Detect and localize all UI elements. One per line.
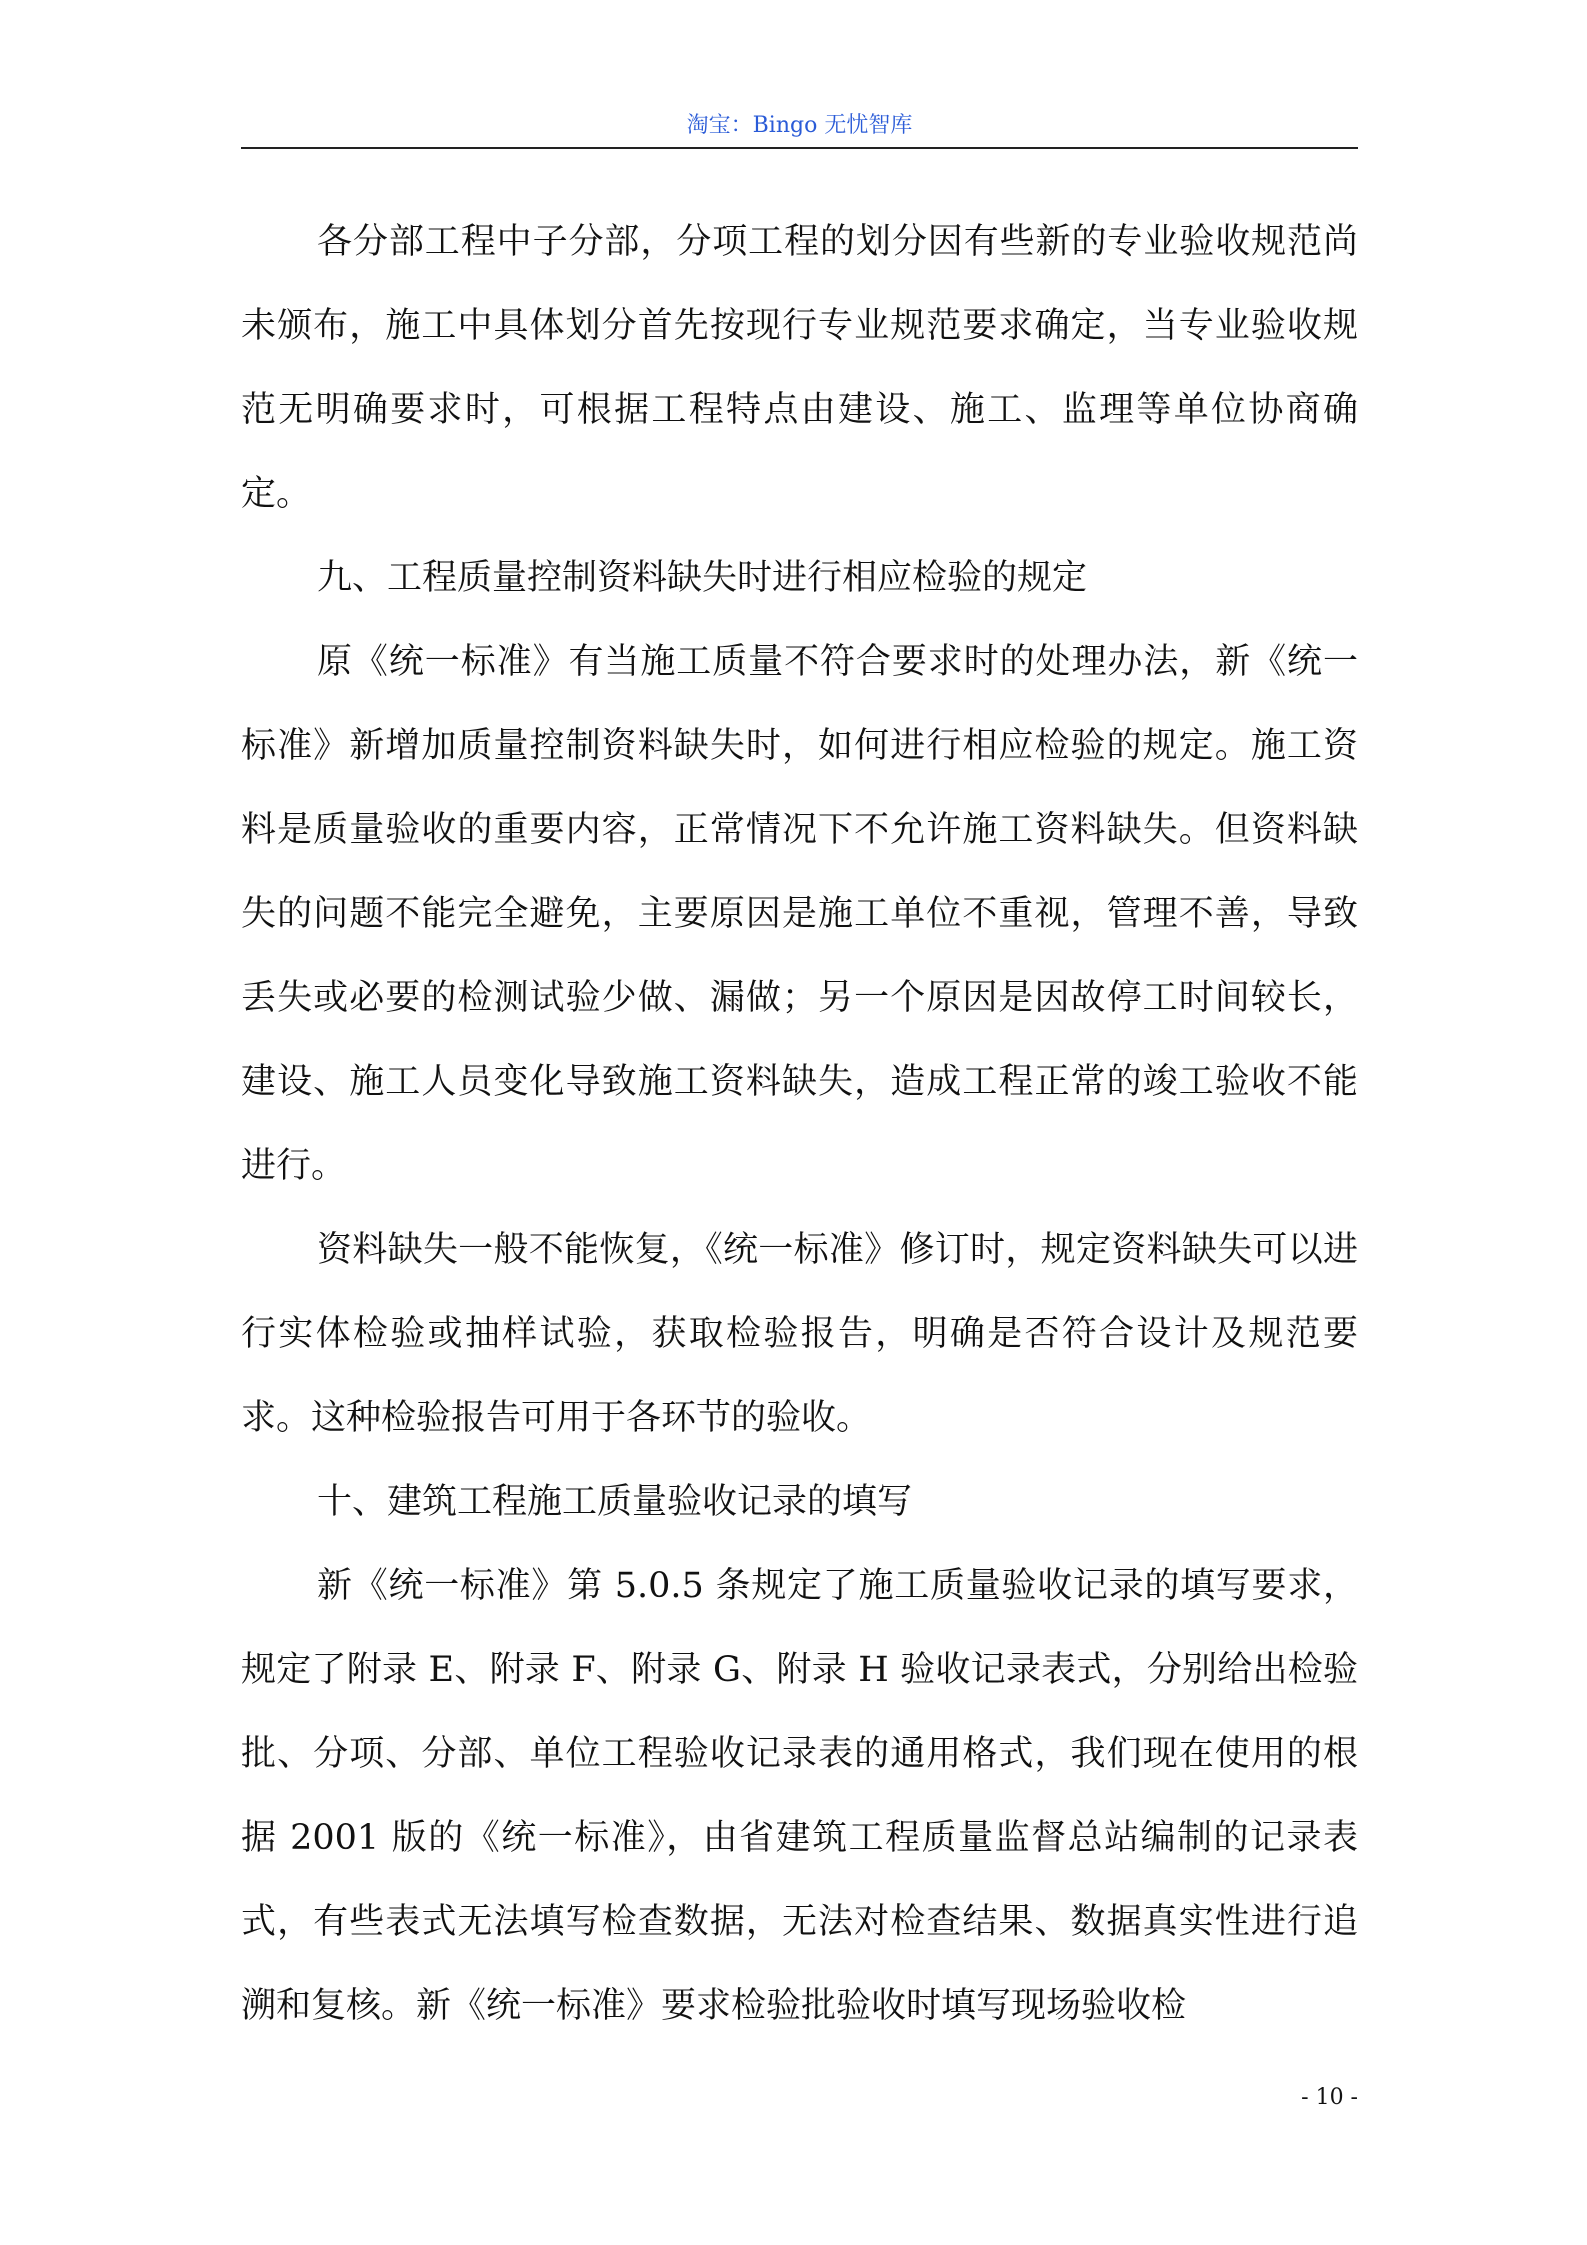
section-heading-ten: 十、建筑工程施工质量验收记录的填写 [317, 1482, 913, 1522]
paragraph-missing-records: 原《统一标准》有当施工质量不符合要求时的处理办法，新《统一标准》新增加质量控制资料缺失时，如何进行相应检验的规定。施工资料是质量验收的重要内容，正常情况下不允许施工资料缺失。但资料缺失的问题不能完全避免，主要原因是施工单位不重视，管理不善，导致丢失或必要的检测试验少做、漏做；另一个原因是因故停工时间较长，建设、施工人员变化导致施工资料缺失，造成工程正常的竣工验收不能进行。 [241, 642, 1358, 1186]
paragraph-record-forms: 新《统一标准》第 5.0.5 条规定了施工质量验收记录的填写要求，规定了附录 E、附录 F、附录 G、附录 H 验收记录表式，分别给出检验批、分项、分部、单位工程验收记录表的通用格式，我们现在使用的根据 2001 版的《统一标准》，由省建筑工程质量监督总站编制的记录表式，有些表式无法填写检查数据，无法对检查结果、数据真实性进行追溯和复核。新《统一标准》要求检验批验收时填写现场验收检 [241, 1566, 1358, 2026]
section-heading-nine: 九、工程质量控制资料缺失时进行相应检验的规定 [317, 558, 1088, 598]
page-header: 淘宝：Bingo 无忧智库 [686, 113, 913, 138]
header-divider [241, 147, 1358, 149]
paragraph-record-recovery: 资料缺失一般不能恢复，《统一标准》修订时，规定资料缺失可以进行实体检验或抽样试验，获取检验报告，明确是否符合设计及规范要求。这种检验报告可用于各环节的验收。 [241, 1230, 1358, 1438]
page-number: - 10 - [1301, 2085, 1358, 2110]
paragraph-subdivision: 各分部工程中子分部，分项工程的划分因有些新的专业验收规范尚未颁布，施工中具体划分首先按现行专业规范要求确定，当专业验收规范无明确要求时，可根据工程特点由建设、施工、监理等单位协商确定。 [241, 222, 1358, 514]
document-body [241, 200, 1358, 2048]
